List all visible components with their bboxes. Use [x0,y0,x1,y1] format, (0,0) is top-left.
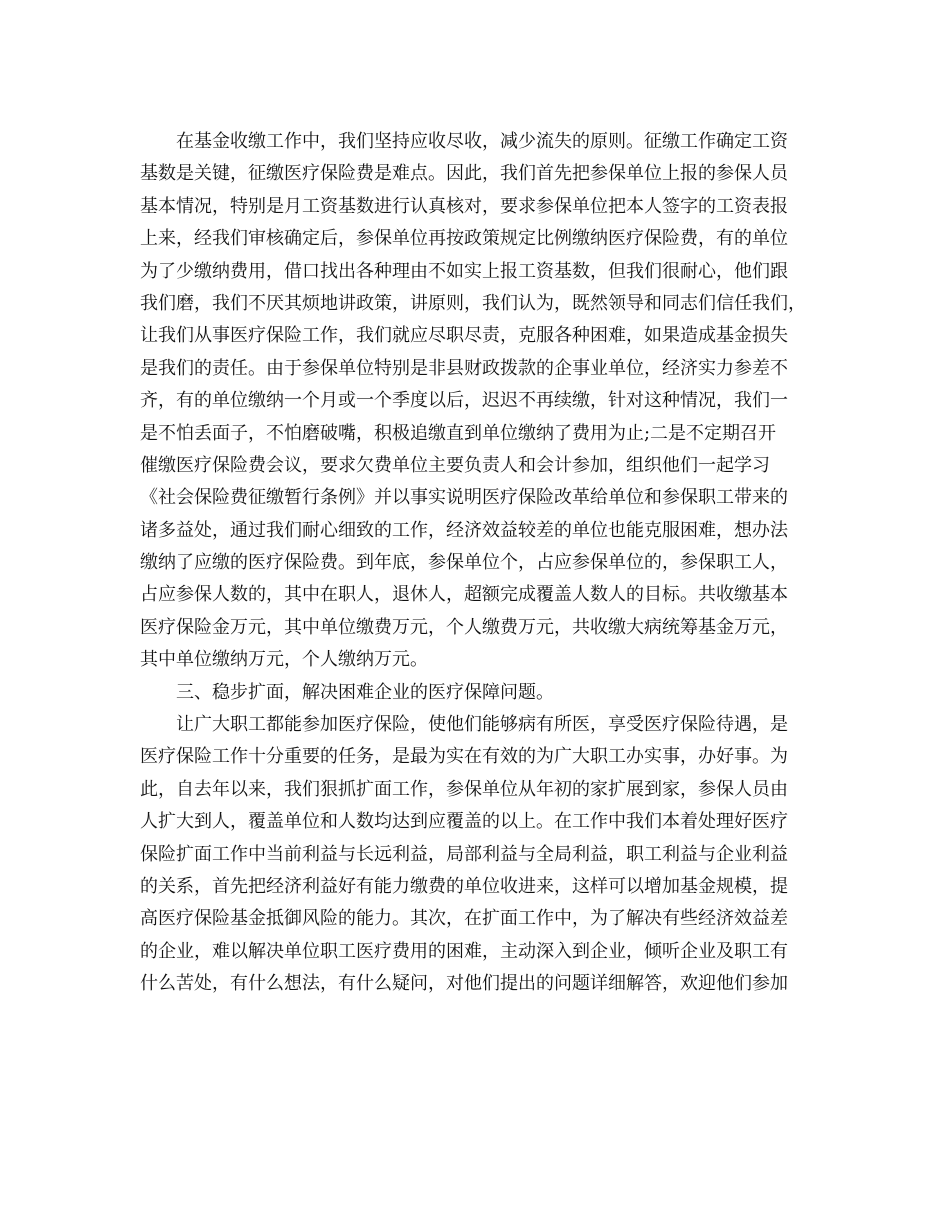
text-line: 让我们从事医疗保险工作，我们就应尽职尽责，克服各种困难，如果造成基金损失 [140,325,788,347]
text-line: 为了少缴纳费用，借口找出各种理由不如实上报工资基数，但我们很耐心，他们跟 [140,260,788,282]
text-line: 此，自去年以来，我们狠抓扩面工作，参保单位从年初的家扩展到家，参保人员由 [140,778,788,800]
text-line: 催缴医疗保险费会议，要求欠费单位主要负责人和会计参加，组织他们一起学习 [140,454,770,476]
text-line: 是不怕丢面子，不怕磨破嘴，积极追缴直到单位缴纳了费用为止;二是不定期召开 [140,422,777,444]
text-line: 什么苦处，有什么想法，有什么疑问，对他们提出的问题详细解答，欢迎他们参加 [140,973,788,995]
text-line: 《社会保险费征缴暂行条例》并以事实说明医疗保险改革给单位和参保职工带来的 [140,487,788,509]
text-line: 是我们的责任。由于参保单位特别是非县财政拨款的企事业单位，经济实力参差不 [140,357,788,379]
text-line: 医疗保险工作十分重要的任务，是最为实在有效的为广大职工办实事，办好事。为 [140,746,788,768]
text-line: 的企业，难以解决单位职工医疗费用的困难，主动深入到企业，倾听企业及职工有 [140,940,788,962]
text-line: 基数是关键，征缴医疗保险费是难点。因此，我们首先把参保单位上报的参保人员 [140,163,788,185]
body-text [140,126,830,1001]
text-line: 高医疗保险基金抵御风险的能力。其次，在扩面工作中，为了解决有些经济效益差 [140,908,788,930]
text-line: 占应参保人数的，其中在职人，退休人，超额完成覆盖人数人的目标。共收缴基本 [140,584,788,606]
text-line: 的关系，首先把经济利益好有能力缴费的单位收进来，这样可以增加基金规模，提 [140,875,788,897]
text-line: 医疗保险金万元，其中单位缴费万元，个人缴费万元，共收缴大病统筹基金万元， [140,616,788,638]
text-line: 保险扩面工作中当前利益与长远利益，局部利益与全局利益，职工利益与企业利益 [140,843,788,865]
text-line: 三、稳步扩面，解决困难企业的医疗保障问题。 [176,681,554,703]
text-line: 缴纳了应缴的医疗保险费。到年底，参保单位个，占应参保单位的，参保职工人， [140,552,788,574]
text-line: 齐，有的单位缴纳一个月或一个季度以后，迟迟不再续缴，针对这种情况，我们一 [140,390,788,412]
text-line: 让广大职工都能参加医疗保险，使他们能够病有所医，享受医疗保险待遇，是 [176,714,788,736]
text-line: 我们磨，我们不厌其烦地讲政策，讲原则，我们认为，既然领导和同志们信任我们， [140,292,806,314]
text-line: 其中单位缴纳万元，个人缴纳万元。 [140,649,428,671]
text-line: 基本情况，特别是月工资基数进行认真核对，要求参保单位把本人签字的工资表报 [140,195,788,217]
text-line: 在基金收缴工作中，我们坚持应收尽收，减少流失的原则。征缴工作确定工资 [176,131,788,152]
text-line: 上来，经我们审核确定后，参保单位再按政策规定比例缴纳医疗保险费，有的单位 [140,228,788,250]
text-line: 人扩大到人，覆盖单位和人数均达到应覆盖的以上。在工作中我们本着处理好医疗 [140,811,788,833]
text-line: 诸多益处，通过我们耐心细致的工作，经济效益较差的单位也能克服困难，想办法 [140,519,788,541]
